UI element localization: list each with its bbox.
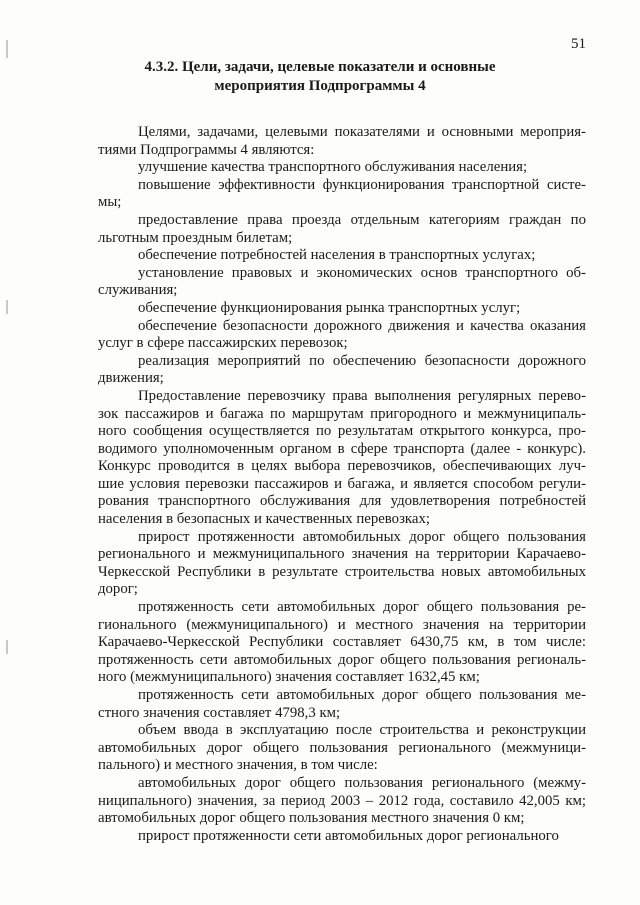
text-line: служивания; xyxy=(98,282,178,299)
paragraph xyxy=(98,529,586,599)
binding-mark xyxy=(6,640,8,654)
text-line: протяженность сети автомобильных дорог общего пользования региональ- xyxy=(98,651,586,668)
text-line: дорог; xyxy=(98,581,138,598)
text-line: шие условия перевозки пассажиров и багажа, и является способом регули- xyxy=(98,475,586,492)
section-heading xyxy=(100,58,540,96)
text-line: регионального и межмуниципального значения на территории Карачаево- xyxy=(98,546,586,563)
paragraph xyxy=(98,722,586,775)
paragraph xyxy=(98,300,586,318)
paragraph xyxy=(98,775,586,828)
text-line: объем ввода в эксплуатацию после строительства и реконструкции xyxy=(138,722,586,739)
paragraph xyxy=(98,177,586,212)
text-line: предоставление права проезда отдельным категориям граждан по xyxy=(138,211,586,228)
text-line: автомобильных дорог общего пользования местного значения 0 км; xyxy=(98,810,525,827)
text-line: протяженность сети автомобильных дорог общего пользования ме- xyxy=(138,687,586,703)
text-line: ного (межмуниципального) значения составляет 1632,45 км; xyxy=(98,669,480,686)
text-line: обеспечение функционирования рынка транспортных услуг; xyxy=(138,299,521,316)
text-line: реализация мероприятий по обеспечению безопасности дорожного xyxy=(138,352,586,369)
heading-line: мероприятия Подпрограммы 4 xyxy=(214,78,426,94)
text-line: услуг в сфере пассажирских перевозок; xyxy=(98,335,348,352)
text-line: гионального (межмуниципального) и местного значения на территории xyxy=(98,616,586,633)
text-line: протяженность сети автомобильных дорог общего пользования ре- xyxy=(138,599,586,616)
text-line: ного сообщения осуществляется по результатам открытого конкурса, про- xyxy=(98,423,586,440)
page-number: 51 xyxy=(571,36,586,52)
text-line: прирост протяженности автомобильных дорог общего пользования xyxy=(138,528,586,545)
text-line: автомобильных дорог общего пользования регионального (межмуници- xyxy=(98,739,586,756)
paragraph xyxy=(98,388,586,529)
paragraph xyxy=(98,687,586,722)
text-line: населения в безопасных и качественных перевозках; xyxy=(98,511,430,528)
paragraph xyxy=(98,353,586,388)
paragraph xyxy=(98,124,586,159)
text-line: повышение эффективности функционирования транспортной систе- xyxy=(138,176,586,193)
text-line: Черкесской Республики в результате строительства новых автомобильных xyxy=(98,563,586,580)
text-line: рования транспортного обслуживания для удовлетворения потребностей xyxy=(98,493,586,510)
text-line: стного значения составляет 4798,3 км; xyxy=(98,704,341,721)
text-line: зок пассажиров и багажа по маршрутам пригородного и межмуниципаль- xyxy=(98,405,586,422)
text-line: мы; xyxy=(98,194,122,211)
text-line: прирост протяженности сети автомобильных дорог регионального xyxy=(138,827,559,844)
paragraph xyxy=(98,247,586,265)
text-line: Конкурс проводится в целях выбора перевозчиков, обеспечивающих луч- xyxy=(98,458,586,475)
text-line: обеспечение потребностей населения в транспортных услугах; xyxy=(138,247,536,264)
text-line: водимого уполномоченным органом в сфере транспорта (далее - конкурс). xyxy=(98,440,586,457)
text-line: движения; xyxy=(98,370,164,387)
text-line: тиями Подпрограммы 4 являются: xyxy=(98,141,315,158)
paragraph xyxy=(98,212,586,247)
binding-mark xyxy=(6,40,8,58)
text-line: Карачаево-Черкесской Республики составляет 6430,75 км, в том числе: xyxy=(98,634,586,651)
document-body xyxy=(98,124,586,845)
paragraph xyxy=(98,599,586,687)
text-line: льготным проездным билетам; xyxy=(98,229,293,246)
text-line: улучшение качества транспортного обслуживания населения; xyxy=(138,159,528,176)
paragraph xyxy=(98,265,586,300)
heading-line: 4.3.2. Цели, задачи, целевые показатели и основные xyxy=(144,59,496,75)
text-line: пального) и местного значения, в том числе: xyxy=(98,757,378,774)
binding-mark xyxy=(6,300,8,314)
text-line: автомобильных дорог общего пользования регионального (межму- xyxy=(138,774,586,791)
text-line: установление правовых и экономических основ транспортного об- xyxy=(138,264,586,281)
paragraph xyxy=(98,828,586,846)
text-line: Предоставление перевозчику права выполнения регулярных перево- xyxy=(138,387,586,404)
paragraph xyxy=(98,318,586,353)
paragraph xyxy=(98,159,586,177)
text-line: Целями, задачами, целевыми показателями и основными мероприя- xyxy=(138,124,586,140)
text-line: обеспечение безопасности дорожного движения и качества оказания xyxy=(138,317,586,334)
text-line: ниципального) значения, за период 2003 – 2012 года, составило 42,005 км; xyxy=(98,792,586,809)
